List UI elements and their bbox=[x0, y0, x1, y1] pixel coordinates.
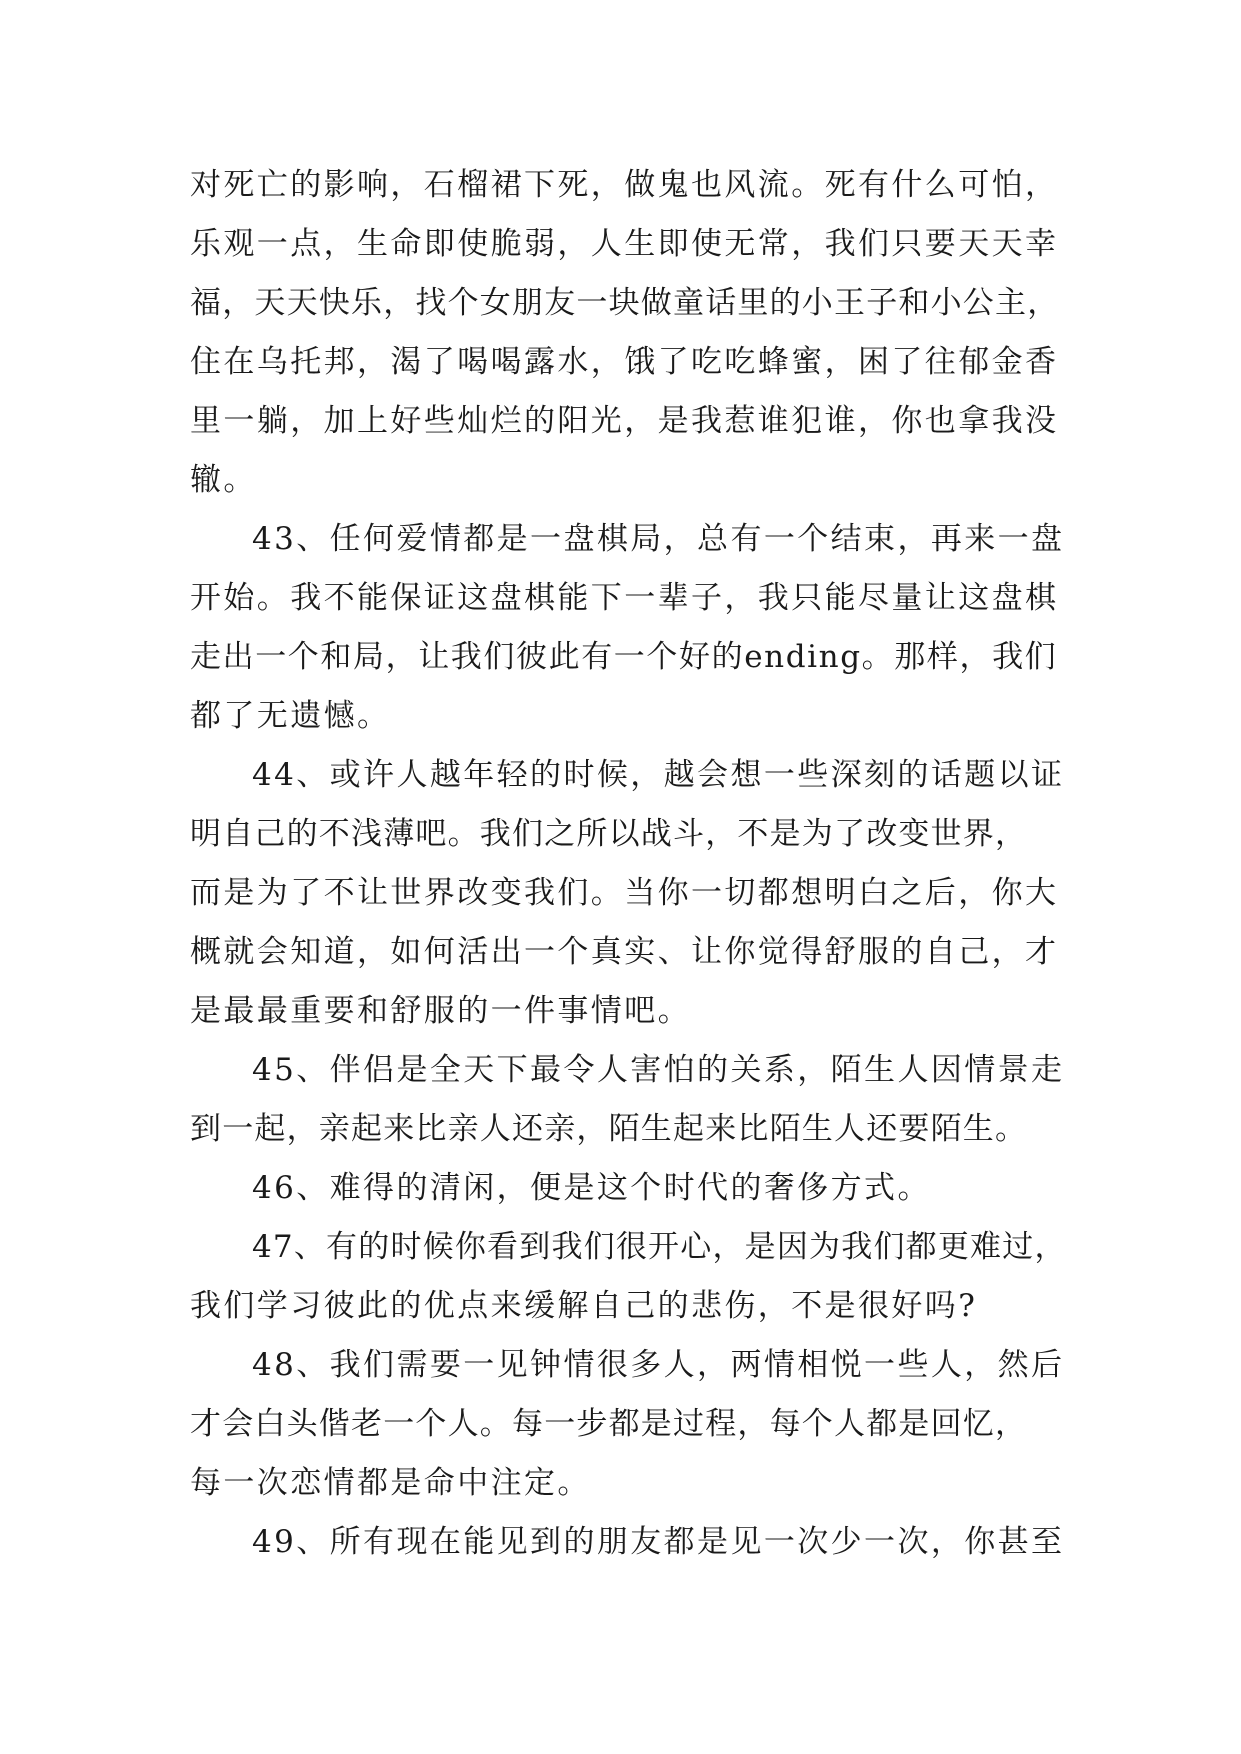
text-line: 我们学习彼此的优点来缓解自己的悲伤，不是很好吗? bbox=[190, 1288, 978, 1324]
text-line: 辙。 bbox=[190, 462, 257, 498]
text-line: 开始。我不能保证这盘棋能下一辈子，我只能尽量让这盘棋 bbox=[190, 580, 1059, 616]
paragraph-start-line: 48、我们需要一见钟情很多人，两情相悦一些人，然后 bbox=[252, 1347, 1065, 1383]
paragraph-start-line: 46、难得的清闲，便是这个时代的奢侈方式。 bbox=[252, 1170, 931, 1206]
text-line: 明自己的不浅薄吧。我们之所以战斗，不是为了改变世界， bbox=[190, 816, 1028, 852]
document-body bbox=[190, 156, 1067, 1572]
paragraph-start-line: 47、有的时候你看到我们很开心，是因为我们都更难过， bbox=[252, 1229, 1067, 1265]
paragraph-start-line: 49、所有现在能见到的朋友都是见一次少一次，你甚至 bbox=[252, 1524, 1065, 1560]
text-line: 乐观一点，生命即使脆弱，人生即使无常，我们只要天天幸 bbox=[190, 226, 1059, 262]
paragraph-start-line: 45、伴侣是全天下最令人害怕的关系，陌生人因情景走 bbox=[252, 1052, 1065, 1088]
text-line: 对死亡的影响，石榴裙下死，做鬼也风流。死有什么可怕， bbox=[190, 167, 1059, 203]
text-line: 是最最重要和舒服的一件事情吧。 bbox=[190, 993, 691, 1029]
text-line: 福，天天快乐，找个女朋友一块做童话里的小王子和小公主， bbox=[190, 285, 1060, 321]
paragraph-start-line: 43、任何爱情都是一盘棋局，总有一个结束，再来一盘 bbox=[252, 521, 1065, 557]
paragraph-start-line: 44、或许人越年轻的时候，越会想一些深刻的话题以证 bbox=[252, 757, 1065, 793]
text-line: 而是为了不让世界改变我们。当你一切都想明白之后，你大 bbox=[190, 875, 1059, 911]
text-line: 走出一个和局，让我们彼此有一个好的ending。那样，我们 bbox=[190, 639, 1058, 675]
text-line: 里一躺，加上好些灿烂的阳光，是我惹谁犯谁，你也拿我没 bbox=[190, 403, 1059, 439]
text-line: 都了无遗憾。 bbox=[190, 698, 391, 734]
text-line: 才会白头偕老一个人。每一步都是过程，每个人都是回忆， bbox=[190, 1406, 1028, 1442]
text-line: 住在乌托邦，渴了喝喝露水，饿了吃吃蜂蜜，困了往郁金香 bbox=[190, 344, 1059, 380]
text-line: 概就会知道，如何活出一个真实、让你觉得舒服的自己，才 bbox=[190, 934, 1059, 970]
text-line: 每一次恋情都是命中注定。 bbox=[190, 1465, 591, 1501]
text-line: 到一起，亲起来比亲人还亲，陌生起来比陌生人还要陌生。 bbox=[190, 1111, 1028, 1147]
